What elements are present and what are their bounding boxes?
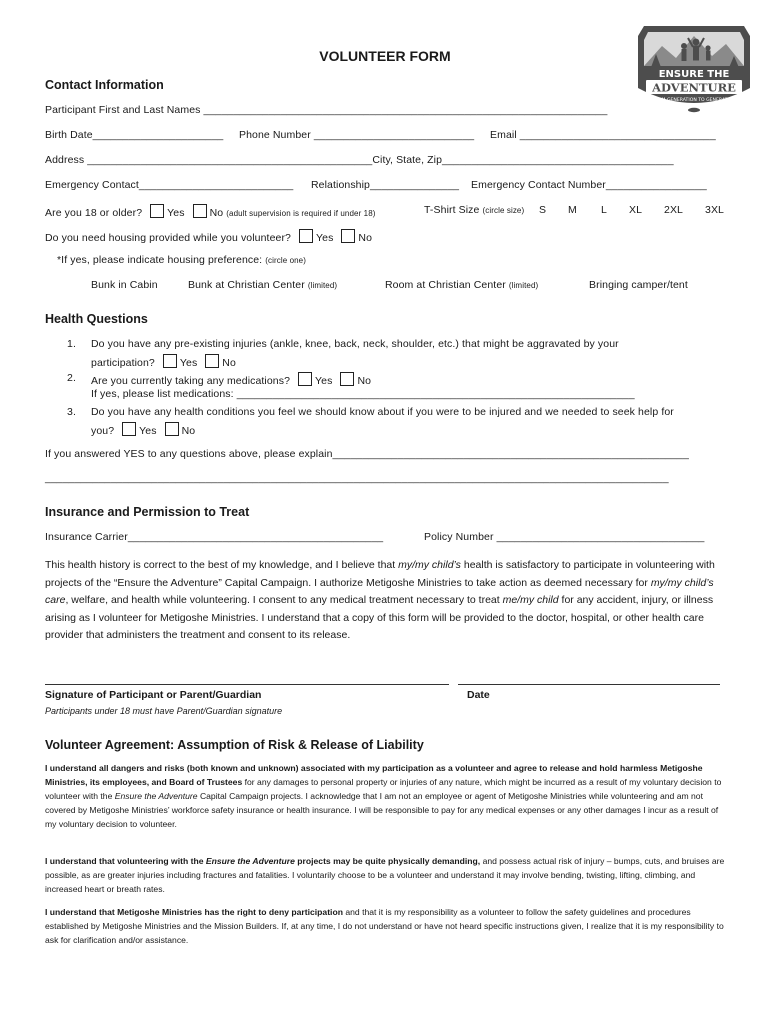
option-label: Bunk at Christian Center	[188, 279, 305, 291]
housing-option-room[interactable]	[385, 279, 538, 291]
q1-answer	[91, 354, 236, 369]
participant-name-field[interactable]: Participant First and Last Names ____________________________________________________________________	[45, 104, 608, 116]
tshirt-label: T-Shirt Size	[424, 204, 480, 216]
policy-number-field[interactable]: Policy Number ___________________________________	[424, 531, 705, 543]
logo-tagline: FROM GENERATION TO GENERATION	[652, 98, 736, 103]
health-heading: Health Questions	[45, 312, 148, 326]
q3-yes-checkbox[interactable]	[122, 422, 136, 436]
q2-no-label: No	[357, 375, 372, 387]
q1-text: Do you have any pre-existing injuries (ankle, knee, back, neck, shoulder, etc.) that might be aggravated by your	[91, 338, 619, 350]
emergency-contact-field[interactable]: Emergency Contact__________________________	[45, 179, 294, 191]
q1-no-label: No	[222, 357, 236, 369]
age-no-checkbox[interactable]	[193, 204, 207, 218]
q3-no-label: No	[181, 425, 196, 437]
agreement-bold: I understand that Metigoshe Ministries has the right to deny participation	[45, 907, 343, 917]
consent-emphasis: my/my child’s	[398, 559, 461, 571]
q2-answer	[91, 372, 371, 387]
q1-yes-label: Yes	[179, 357, 198, 369]
consent-emphasis: my/my child’s care	[45, 576, 714, 606]
email-field[interactable]: Email _________________________________	[490, 129, 716, 141]
q3-text: Do you have any health conditions you feel we should know about if you were to be injured and we needed to seek help for	[91, 406, 674, 418]
age-yes-checkbox[interactable]	[150, 204, 164, 218]
limited-note: (limited)	[307, 281, 338, 290]
agreement-italic: Ensure the Adventure	[114, 791, 198, 801]
housing-yes-checkbox[interactable]	[299, 229, 313, 243]
minor-signature-note: Participants under 18 must have Parent/Guardian signature	[45, 706, 283, 716]
agreement-text: and that it is my responsibility as a volunteer to follow the safety guidelines and procedures established by Metigoshe Ministries and the Mission Builders. If, at any time, I do not understand or have not heard specific instructions given, I realize that it is my responsibility to ask for clarification and/or assistance.	[45, 907, 724, 945]
relationship-field[interactable]: Relationship_______________	[311, 179, 460, 191]
q1-no-checkbox[interactable]	[205, 354, 219, 368]
form-title: VOLUNTEER FORM	[319, 48, 451, 64]
option-label: Room at Christian Center	[385, 279, 506, 291]
logo-emblem	[688, 108, 700, 112]
size-2xl[interactable]: 2XL	[664, 204, 683, 216]
q1-number: 1.	[67, 338, 76, 350]
supervision-note: (adult supervision is required if under 18)	[226, 209, 376, 218]
explain-field[interactable]: If you answered YES to any questions above, please explain____________________________________________________________	[45, 448, 689, 460]
agreement-bold-italic: Ensure the Adventure	[205, 856, 295, 866]
logo-line2: ADVENTURE	[652, 80, 736, 95]
circle-one-note: (circle one)	[265, 256, 307, 265]
housing-no-label: No	[358, 232, 373, 244]
q2-text: Are you currently taking any medications?	[91, 375, 291, 387]
q2-yes-checkbox[interactable]	[298, 372, 312, 386]
consent-text: health is satisfactory to participate in volunteering with projects of the “Ensure the Adventure” Capital Campaign. I authorize Metigoshe Ministries to take action as deemed necessary for	[45, 559, 715, 589]
address-field[interactable]: Address ________________________________________________City, State, Zip_______________________________________	[45, 154, 674, 166]
q3-no-checkbox[interactable]	[165, 422, 179, 436]
signature-label: Signature of Participant or Parent/Guardian	[45, 689, 262, 701]
contact-heading: Contact Information	[45, 78, 164, 92]
phone-field[interactable]: Phone Number ___________________________	[239, 129, 475, 141]
birth-date-field[interactable]: Birth Date______________________	[45, 129, 224, 141]
q3-answer	[91, 422, 195, 437]
housing-preference	[57, 254, 306, 266]
insurance-heading: Insurance and Permission to Treat	[45, 505, 250, 519]
q3-yes-label: Yes	[139, 425, 157, 437]
housing-option-cabin[interactable]: Bunk in Cabin	[91, 279, 158, 291]
q2-number: 2.	[67, 372, 76, 384]
q1-yes-checkbox[interactable]	[163, 354, 177, 368]
agreement-bold: I understand all dangers and risks (both known and unknown) associated with my participation as a volunteer and agree to release and hold harmless Metigoshe Ministries, its employees, and Board of Trustees	[45, 763, 703, 787]
medications-field[interactable]: If yes, please list medications: ___________________________________________________________________	[91, 388, 635, 400]
agreement-heading: Volunteer Agreement: Assumption of Risk & Release of Liability	[45, 738, 424, 752]
tshirt-size-label	[424, 204, 524, 216]
limited-note: (limited)	[508, 281, 539, 290]
q3-text-line2: you?	[91, 425, 115, 437]
size-xl[interactable]: XL	[629, 204, 643, 216]
explain-field-line2[interactable]: _________________________________________________________________________________________________________	[45, 472, 669, 484]
consent-paragraph	[45, 557, 725, 645]
q2-no-checkbox[interactable]	[340, 372, 354, 386]
housing-preference-label: *If yes, please indicate housing preference:	[57, 254, 263, 266]
agreement-paragraph-1	[45, 761, 727, 831]
emergency-number-field[interactable]: Emergency Contact Number_________________	[471, 179, 707, 191]
q3-number: 3.	[67, 406, 76, 418]
insurance-carrier-field[interactable]: Insurance Carrier___________________________________________	[45, 531, 384, 543]
agreement-bold: I understand that volunteering with the	[45, 856, 206, 866]
agreement-text: for any damages to personal property or injuries of any nature, which might be incurred as a result of my voluntary decision to volunteer with the	[45, 777, 722, 801]
agreement-bold: projects may be quite physically demanding,	[294, 856, 481, 866]
date-line[interactable]	[458, 684, 720, 685]
consent-emphasis: me/my child	[502, 594, 559, 606]
ensure-the-adventure-logo	[636, 18, 752, 114]
housing-question-label: Do you need housing provided while you volunteer?	[45, 232, 291, 244]
consent-text: , welfare, and health while volunteering. I consent to any medical treatment necessary to treat	[65, 594, 503, 606]
size-s[interactable]: S	[539, 204, 547, 216]
size-3xl[interactable]: 3XL	[705, 204, 724, 216]
age-yes-label: Yes	[167, 207, 185, 219]
agreement-text: Capital Campaign projects. I acknowledge that I am not an employee or agent of Metigoshe Ministries while volunteering and am not covered by Metigoshe Ministries’ workforce safety insurance or health insurance. I will be responsible to pay for any medical expenses or any other damages I incur as a result of my voluntary decision to volunteer.	[45, 791, 719, 829]
signature-line[interactable]	[45, 684, 449, 685]
tshirt-note: (circle size)	[482, 206, 525, 215]
size-m[interactable]: M	[568, 204, 577, 216]
age-no-label: No	[209, 207, 224, 219]
q2-yes-label: Yes	[315, 375, 333, 387]
consent-text: This health history is correct to the best of my knowledge, and I believe that	[45, 559, 399, 571]
housing-no-checkbox[interactable]	[341, 229, 355, 243]
housing-yes-label: Yes	[315, 232, 334, 244]
agreement-paragraph-3	[45, 905, 727, 947]
housing-option-camper[interactable]: Bringing camper/tent	[589, 279, 688, 291]
date-label: Date	[467, 689, 490, 701]
logo-line1: ENSURE THE	[658, 69, 730, 80]
agreement-paragraph-2	[45, 854, 727, 896]
agreement-text: and possess actual risk of injury – bumps, cuts, and bruises are possible, as are greater injuries including fractures and fatalities. I voluntarily choose to be a volunteer and understand it may involve bending, twisting, lifting, climbing, and increased heart or breath rates.	[45, 856, 725, 894]
housing-option-christian-center[interactable]	[188, 279, 337, 291]
housing-question	[45, 229, 372, 244]
consent-text: for any accident, injury, or illness arising as I volunteer for Metigoshe Ministries. I understand that a copy of this form will be provided to the doctor, hospital, or other health care provider that administers the treatment and consent to its release.	[45, 594, 714, 641]
age-question	[45, 204, 376, 219]
size-l[interactable]: L	[601, 204, 607, 216]
q1-text-line2: participation?	[91, 357, 155, 369]
age-question-label: Are you 18 or older?	[45, 207, 143, 219]
